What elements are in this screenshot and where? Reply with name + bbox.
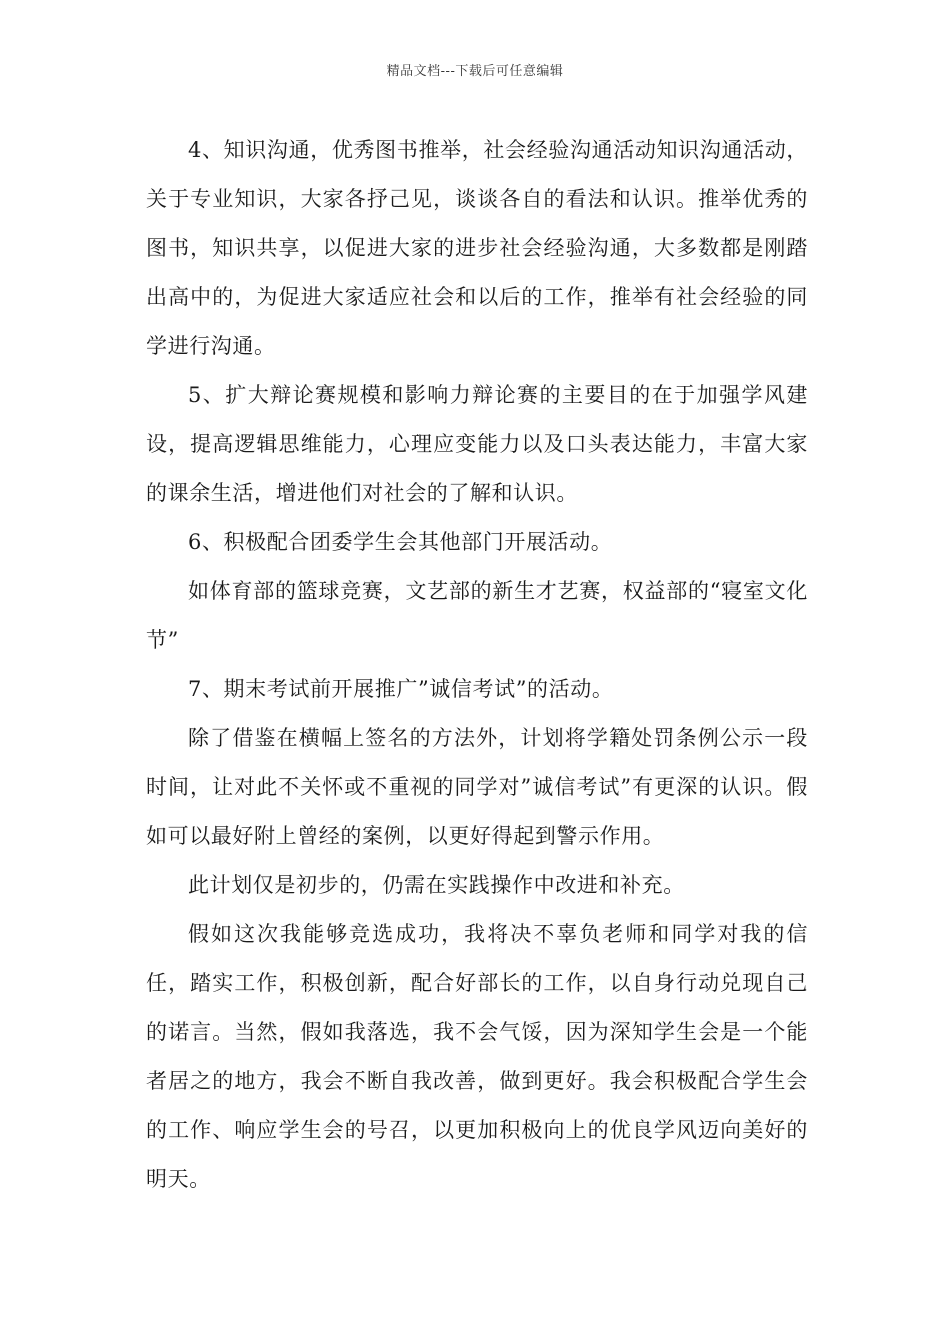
paragraph-item-6: 6、积极配合团委学生会其他部门开展活动。 — [188, 530, 613, 554]
paragraph-item-5: 5、扩大辩论赛规模和影响力辩论赛的主要目的在于加强学风建设，提高逻辑思维能力，心理应变能力以及口头表达能力，丰富大家的课余生活，增进他们对社会的了解和认识。 — [146, 383, 808, 505]
paragraph-plan-note: 此计划仅是初步的，仍需在实践操作中改进和补充。 — [188, 873, 685, 897]
paragraph-item-7-detail: 除了借鉴在横幅上签名的方法外，计划将学籍处罚条例公示一段时间，让对此不关怀或不重视的同学对”诚信考试”有更深的认识。假如可以最好附上曾经的案例，以更好得起到警示作用。 — [146, 726, 808, 848]
paragraph-item-4: 4、知识沟通，优秀图书推举，社会经验沟通活动知识沟通活动，关于专业知识，大家各抒己见，谈谈各自的看法和认识。推举优秀的图书，知识共享，以促进大家的进步社会经验沟通，大多数都是刚踏出高中的，为促进大家适应社会和以后的工作，推举有社会经验的同学进行沟通。 — [146, 138, 808, 358]
paragraph-item-6-detail: 如体育部的篮球竞赛，文艺部的新生才艺赛，权益部的“寝室文化节” — [146, 579, 808, 652]
document-body — [146, 126, 808, 1204]
paragraph-item-7: 7、期末考试前开展推广”诚信考试”的活动。 — [188, 677, 614, 701]
paragraph-closing: 假如这次我能够竞选成功，我将决不辜负老师和同学对我的信任，踏实工作，积极创新，配合好部长的工作，以自身行动兑现自己的诺言。当然，假如我落选，我不会气馁，因为深知学生会是一个能者居之的地方，我会不断自我改善，做到更好。我会积极配合学生会的工作、响应学生会的号召，以更加积极向上的优良学风迈向美好的明天。 — [146, 922, 808, 1191]
page-header: 精品文档---下载后可任意编辑 — [386, 64, 564, 79]
